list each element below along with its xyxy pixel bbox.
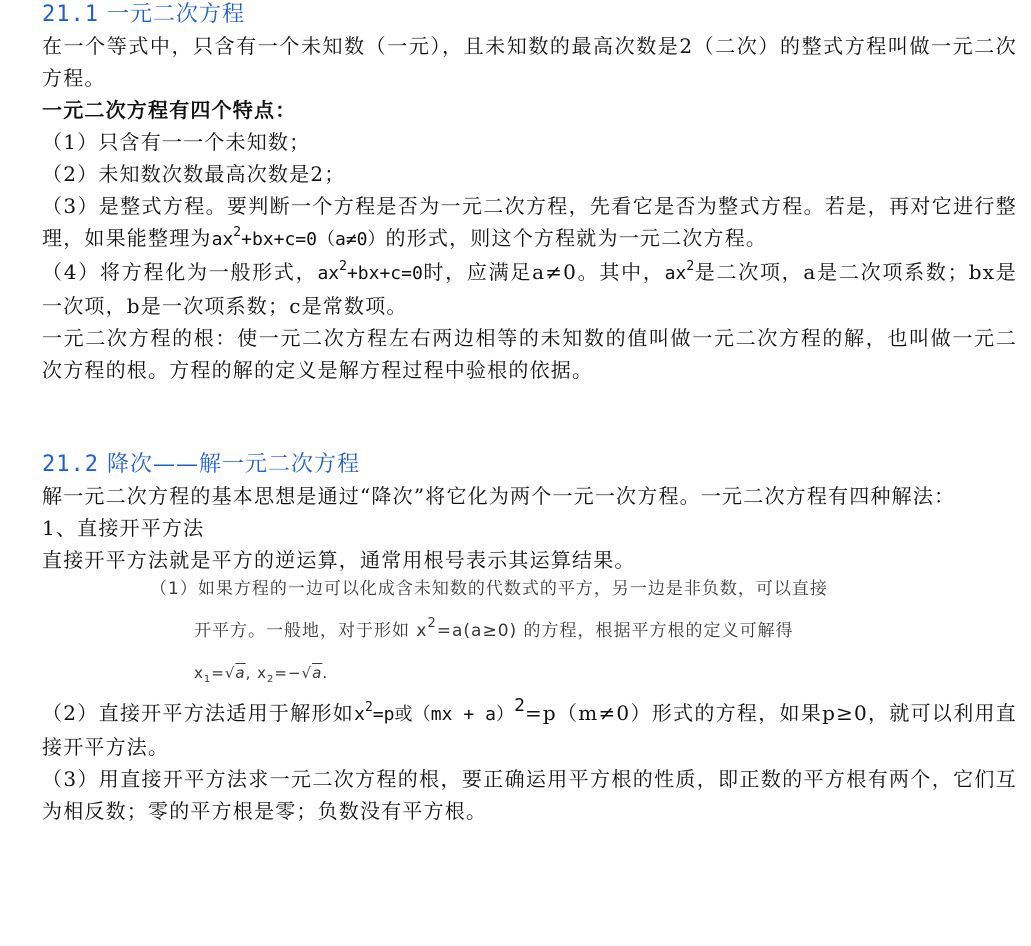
expr-exponent: 2 (233, 225, 242, 240)
root-sqrt: =−√ (274, 664, 313, 682)
expr-base: x (354, 704, 365, 725)
section-heading-21-1 (42, 0, 1017, 30)
scan-text: =a(a≥0) 的方程，根据平方根的定义可解得 (436, 621, 794, 641)
feature-2: （2）未知数次数最高次数是2； (42, 162, 346, 186)
method-1-point-2 (42, 697, 1017, 763)
root-var: x (194, 664, 204, 682)
expr-base: ax (211, 229, 234, 250)
section-title: 一元二次方程 (106, 2, 245, 27)
section-heading-21-2 (42, 450, 1017, 480)
radicand: a (312, 664, 323, 682)
expr-exponent: 2 (514, 695, 525, 716)
method-1-heading: 1、直接开平方法 (42, 516, 205, 540)
feature-3 (42, 190, 1017, 256)
expr-exponent: 2 (339, 259, 347, 274)
root-definition: 一元二次方程的根：使一元二次方程左右两边相等的未知数的值叫做一元二次方程的解，也叫做一元二次方程的根。方程的解的定义是解方程过程中验根的依据。 (42, 326, 1017, 382)
features-heading: 一元二次方程有四个特点： (42, 98, 297, 122)
section-spacer (42, 386, 1017, 450)
method-1-description: 直接开平方法就是平方的逆运算，通常用根号表示其运算结果。 (42, 548, 636, 572)
expr-rest: +bx+c=0 (346, 263, 423, 284)
scan-line-3-roots (194, 662, 910, 691)
expr-exponent: 2 (364, 700, 373, 715)
expr-base: ax (664, 263, 687, 284)
document-page (42, 0, 1017, 827)
root-sqrt: =√ (211, 664, 236, 682)
method-1-point-3: （3）用直接开平方法求一元二次方程的根，要正确运用平方根的性质，即正数的平方根有两个，它们互为相反数；零的平方根是零；负数没有平方根。 (42, 767, 1017, 823)
definition-paragraph: 在一个等式中，只含有一个未知数（一元），且未知数的最高次数是2（二次）的整式方程叫做一元二次方程。 (42, 34, 1017, 90)
scan-line-2 (194, 616, 910, 642)
point-2-text-b: =p或（mx + a） (372, 704, 515, 725)
general-form-expression (211, 225, 386, 250)
feature-4-text-a: （4）将方程化为一般形式， (42, 260, 318, 284)
section-title: 降次——解一元二次方程 (106, 452, 360, 477)
period: . (322, 664, 329, 682)
form-x-squared (354, 700, 373, 725)
expr-rest: +bx+c=0（a≠0） (241, 229, 386, 250)
feature-4-text-b: 时，应满足a≠0。其中， (422, 260, 665, 284)
feature-4 (42, 256, 1017, 322)
point-2-text-c: =p（m≠0）形式的方程，如果p≥0，就可以利用直接开平方法。 (42, 701, 1017, 759)
section-number: 21.1 (42, 2, 99, 27)
feature-3-text-b: 的形式，则这个方程就为一元二次方程。 (385, 226, 768, 250)
feature-3-text-a: （3）是整式方程。要判断一个方程是否为一元二次方程，先看它是否为整式方程。若是，再对它进行整理，如果能整理为 (42, 194, 1017, 250)
root-var: , x (245, 664, 268, 682)
feature-4-text-c: 是二次项，a是二次项系数；bx是一次项，b是一次项系数；c是常数项。 (42, 260, 1018, 318)
scan-text: 开平方。一般地，对于形如 x (194, 621, 428, 641)
scanned-excerpt (150, 578, 910, 691)
section-number: 21.2 (42, 452, 99, 477)
expr-exponent: 2 (686, 259, 695, 274)
feature-1: （1）只含有一一个未知数； (42, 130, 311, 154)
radicand: a (235, 664, 246, 682)
expr-base: ax (317, 263, 340, 284)
root-subscript: 2 (267, 674, 275, 685)
general-form-expression-2 (317, 259, 423, 284)
quadratic-term (664, 259, 695, 284)
intro-paragraph: 解一元二次方程的基本思想是通过“降次”将它化为两个一元一次方程。一元二次方程有四种解法： (42, 484, 956, 508)
scan-line-1: （1）如果方程的一边可以化成含未知数的代数式的平方，另一边是非负数，可以直接 (150, 579, 828, 599)
root-subscript: 1 (203, 674, 212, 685)
point-2-text-a: （2）直接开平方法适用于解形如 (42, 701, 355, 725)
scan-exponent: 2 (427, 616, 437, 631)
